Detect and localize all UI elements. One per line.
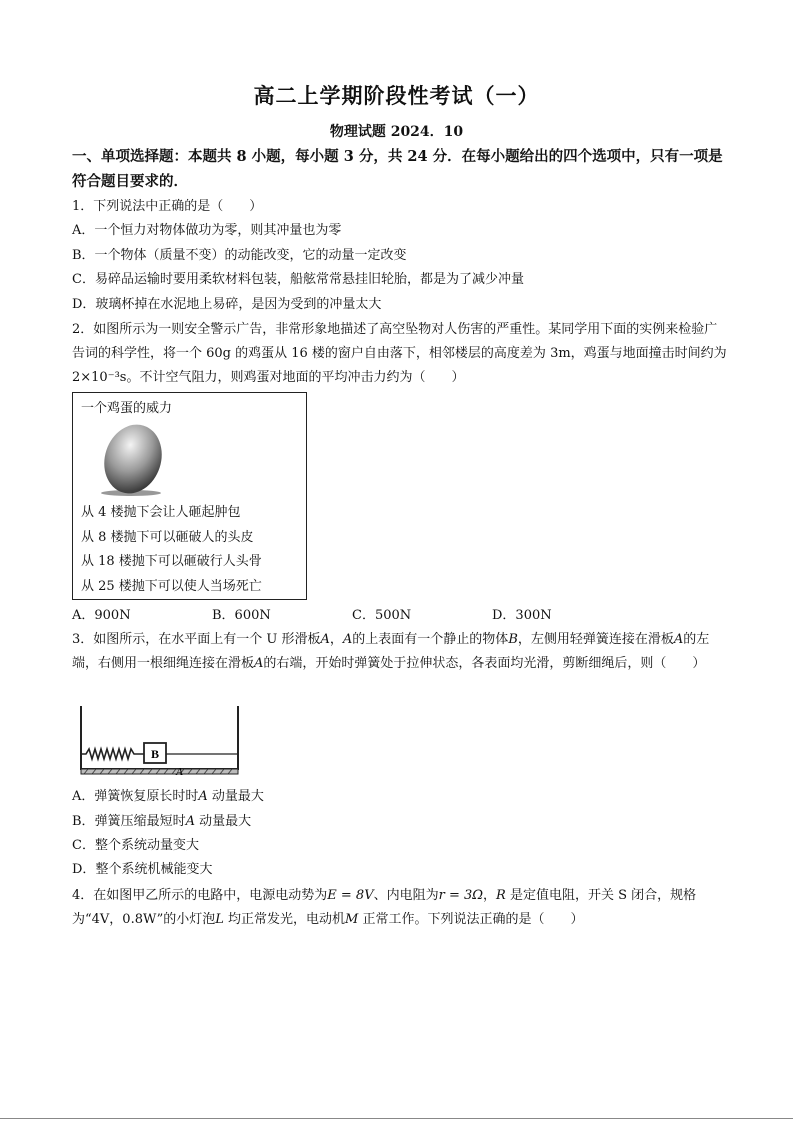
- block-b-label: B: [150, 747, 160, 761]
- q4-internal-resistance: r = 3Ω: [438, 888, 484, 903]
- q3-option-d-pre: 整个系统机械能变大: [95, 862, 213, 877]
- q3-stem-1: 3．如图所示，在水平面上有一个 U 形滑板: [72, 632, 321, 647]
- egg-warning-figure: [72, 392, 307, 600]
- board-label-a: A: [176, 766, 183, 777]
- egg-image: [91, 417, 171, 497]
- spring-board-figure: [80, 705, 240, 777]
- q3-stem-3: ，左侧用轻弹簧连接在滑板: [517, 632, 674, 647]
- q2-options: [72, 604, 727, 624]
- q3-stem-2: 的上表面有一个静止的物体: [352, 632, 509, 647]
- egg-line-2: 从 8 楼抛下可以砸破人的头皮: [81, 529, 254, 545]
- q3-option-d-letter: D．: [72, 862, 96, 877]
- q3-stem-4: 的左端，右侧用一根细绳连接在滑板: [72, 632, 710, 671]
- q3-option-a-var: A: [198, 789, 208, 804]
- q3-stem: 3．如图所示，在水平面上有一个 U 形滑板A，A的上表面有一个静止的物体B，左侧用轻弹簧连接在滑板A的左端，右侧用一根细绳连接在滑板A的右端，开始时弹簧处于拉伸状态，各表面均光滑，剪断细绳后，则（ ）: [72, 632, 710, 671]
- q4-var-r: R: [496, 888, 506, 903]
- q4-stem-6: 正常工作。下列说法正确的是（ ）: [358, 912, 584, 927]
- q4-var-l: L: [215, 912, 224, 927]
- q1-option-a: A．一个恒力对物体做功为零，则其冲量也为零: [72, 223, 342, 238]
- q3-option-a-pre: 弹簧恢复原长时时: [94, 789, 199, 804]
- q4-emf: E = 8V: [327, 888, 374, 903]
- spring: [81, 749, 144, 759]
- q3-option-c: [72, 836, 199, 856]
- q2-option-c: C．500N: [352, 608, 412, 623]
- q3-option-d: [72, 860, 212, 880]
- egg-line-4: 从 25 楼抛下可以使人当场死亡: [81, 578, 262, 594]
- q4-stem-4: 是定值电阻，开关 S 闭合，规格为“4V，0.8W”的小灯泡: [72, 888, 697, 927]
- q3-var-b: B: [508, 632, 518, 647]
- section-heading: 一、单项选择题：本题共 8 小题，每小题 3 分，共 24 分．在每小题给出的四个选项中，只有一项是符合题目要求的．: [72, 148, 723, 190]
- q3-option-b-letter: B．: [72, 814, 95, 829]
- q4-stem-2: 、内电阻为: [373, 888, 439, 903]
- q3-option-b-var: A: [185, 814, 195, 829]
- q3-option-a-post: 动量最大: [207, 789, 264, 804]
- q3-var-a-2: A: [342, 632, 353, 647]
- q3-option-c-letter: C．: [72, 838, 95, 853]
- q4-stem: [72, 884, 727, 932]
- q1-option-d: D．玻璃杯掉在水泥地上易碎，是因为受到的冲量太大: [72, 297, 382, 312]
- q3-option-c-pre: 整个系统动量变大: [94, 838, 199, 853]
- q3-option-a-letter: A．: [72, 789, 95, 804]
- egg-figure-caption: 一个鸡蛋的威力: [81, 401, 173, 416]
- egg-figure-lines: [81, 501, 262, 599]
- page-bottom-rule: [0, 1118, 793, 1119]
- q2-stem-text: 2．如图所示为一则安全警示广告，非常形象地描述了高空坠物对人伤害的严重性。某同学用下面的实例来检验广告词的科学性，将一个 60g 的鸡蛋从 16 楼的窗户自由落下，相邻楼层的高度差为 3m，鸡蛋与地面撞击时间约为: [72, 322, 727, 361]
- q4-stem-3: ，: [483, 888, 497, 903]
- q2-stem: [72, 318, 727, 390]
- q2-stem-tail: 。不计空气阻力，则鸡蛋对地面的平均冲击力约为（ ）: [126, 370, 465, 385]
- q2-time-expression: 2×10⁻³s: [72, 370, 127, 385]
- q2-option-a: A．900N: [72, 608, 131, 623]
- q3-option-a: [72, 787, 264, 807]
- q4-var-m: M: [345, 912, 359, 927]
- q1-stem: 1．下列说法中正确的是（ ）: [72, 199, 263, 214]
- q3-option-b-pre: 弹簧压缩最短时: [94, 814, 186, 829]
- q2-option-d: D．300N: [492, 608, 552, 623]
- q2-option-b: B．600N: [212, 608, 271, 623]
- page-title: 高二上学期阶段性考试（一）: [253, 83, 540, 108]
- page-subtitle: 物理试题 2024．10: [329, 124, 464, 140]
- q3-option-b: [72, 812, 251, 832]
- q3-var-a-3: A: [673, 632, 684, 647]
- q1-option-c: C．易碎品运输时要用柔软材料包装，船舷常常悬挂旧轮胎，都是为了减少冲量: [72, 272, 524, 287]
- q1-option-b: B．一个物体（质量不变）的动能改变，它的动量一定改变: [72, 248, 407, 263]
- q3-stem-5: 的右端，开始时弹簧处于拉伸状态，各表面均光滑，剪断细绳后，则（ ）: [263, 656, 706, 671]
- q4-stem-5: 均正常发光，电动机: [223, 912, 346, 927]
- q4-stem-1: 4．在如图甲乙所示的电路中，电源电动势为: [72, 888, 328, 903]
- q3-var-a: A: [320, 632, 330, 647]
- egg-line-1: 从 4 楼抛下会让人砸起肿包: [81, 505, 241, 520]
- egg-line-3: 从 18 楼抛下可以砸破行人头骨: [81, 554, 262, 569]
- q3-option-b-post: 动量最大: [194, 814, 252, 829]
- q3-var-a-4: A: [254, 656, 264, 671]
